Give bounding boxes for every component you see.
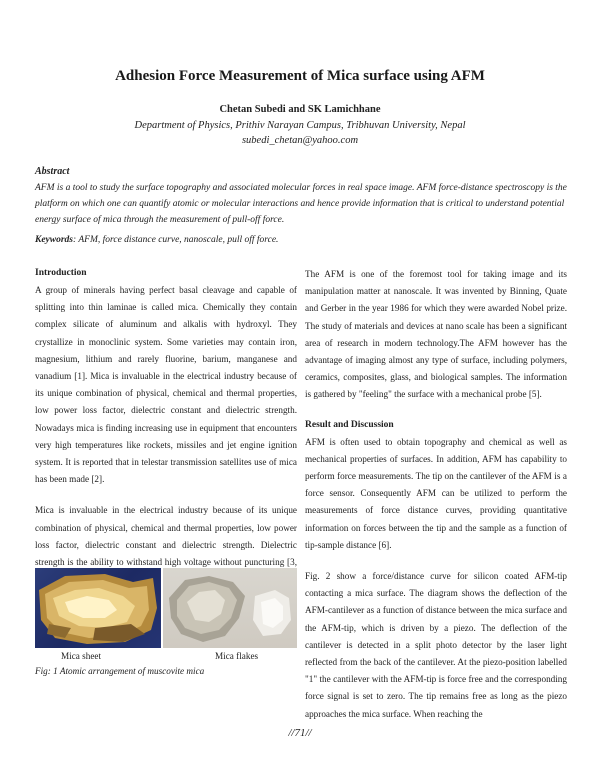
mica-sheet-photo (35, 568, 161, 648)
paragraph-gap (35, 488, 297, 502)
mica-figure (35, 568, 297, 648)
introduction-paragraph-2: Mica is invaluable in the electrical industry because of its unique combination of physical, chemical and thermal properties, low power loss factor, dielectric constant and dielectric strength. Dielectric strength is the ability to withstand high voltage without puncturing [3, (35, 505, 297, 568)
right-column (305, 266, 567, 723)
keywords-text: : AFM, force distance curve, nanoscale, pull off force. (73, 235, 279, 245)
mica-sheet-caption: Mica sheet (61, 651, 102, 661)
introduction-paragraph-1: A group of minerals having perfect basal cleavage and capable of splitting into thin laminae is called mica. Chemically they contain complex silicate of aluminum and alkalis with hydroxyl. They crystallize in monoclinic system. Some varieties may contain iron, magnesium, lithium and rarely fluorine, barium, manganese and vanadium [1]. Mica is invaluable in the electrical industry because of its unique combination of physical, chemical and thermal properties, low power loss factor, dielectric constant and dielectric strength. Nowadays mica is finding increasing use in equipment that encounters very high temperatures like rockets, missiles and jet engine ignition system. It is reported that in telestar transmission satellites use of mica has been made [2]. (35, 285, 297, 485)
results-paragraph-2: Fig. 2 show a force/distance curve for silicon coated AFM-tip contacting a mica surface. The diagram shows the deflection of the AFM-cantilever as a function of distance between the mica surface and the AFM-tip, which is driven by a piezo. The deflection of the cantilever is detected in a split photo detector by the laser light reflected from the back of the cantilever. At the piezo-position labelled "1" the cantilever with the AFM-tip is force free and the corresponding force signal is set to zero. The tip remains free as long as the piezo approaches the mica surface. When reaching the (305, 571, 567, 719)
page-number: //71// (288, 727, 312, 739)
author-email[interactable]: subedi_chetan@yahoo.com (241, 135, 359, 146)
authors: Chetan Subedi and SK Lamichhane (219, 104, 381, 115)
abstract-heading: Abstract (35, 166, 70, 177)
mica-flakes-caption: Mica flakes (215, 651, 259, 661)
paper-title: Adhesion Force Measurement of Mica surface using AFM (115, 68, 485, 84)
results-heading: Result and Discussion (305, 419, 394, 430)
keywords-label: Keywords (35, 235, 73, 245)
paragraph-gap (305, 554, 567, 568)
mica-flakes-illustration (163, 568, 297, 648)
paragraph-gap (305, 404, 567, 418)
abstract-text: AFM is a tool to study the surface topography and associated molecular forces in real space image. AFM force-distance spectroscopy is the platform on which one can quantify atomic or molecular interactions and hence provide information that is critical to understand potential energy surface of mica through the measurement of pull-off force. (35, 183, 567, 225)
results-paragraph-1: AFM is often used to obtain topography and chemical as well as mechanical properties of surfaces. In addition, AFM has capability to perform force measurements. The tip on the cantilever of the AFM is a force sensor. Consequently AFM can be utilized to perform the measurements of force distance curves, providing quantitative information on forces between the tip and the sample as a function of tip-sample distance [6]. (305, 436, 567, 550)
introduction-heading: Introduction (35, 268, 87, 278)
afm-intro-paragraph: The AFM is one of the foremost tool for taking image and its manipulation matter at nanoscale. It was invented by Binning, Quate and Gerber in the year 1986 for which they were awarded Nobel prize. The study of materials and devices at nano scale has been a significant area of research in modern technology.The AFM however has the advantage of imaging almost any type of surface, including polymers, ceramics, composites, glass, and biological samples. The information is gathered by "feeling" the surface with a mechanical probe [5]. (305, 269, 567, 400)
keywords-line (35, 235, 567, 245)
left-column (35, 266, 297, 588)
figure-caption: Fig: 1 Atomic arrangement of muscovite mica (35, 666, 205, 676)
affiliation: Department of Physics, Prithiv Narayan Campus, Tribhuvan University, Nepal (134, 120, 466, 131)
mica-sheet-illustration (35, 568, 161, 648)
mica-flakes-photo (163, 568, 297, 648)
